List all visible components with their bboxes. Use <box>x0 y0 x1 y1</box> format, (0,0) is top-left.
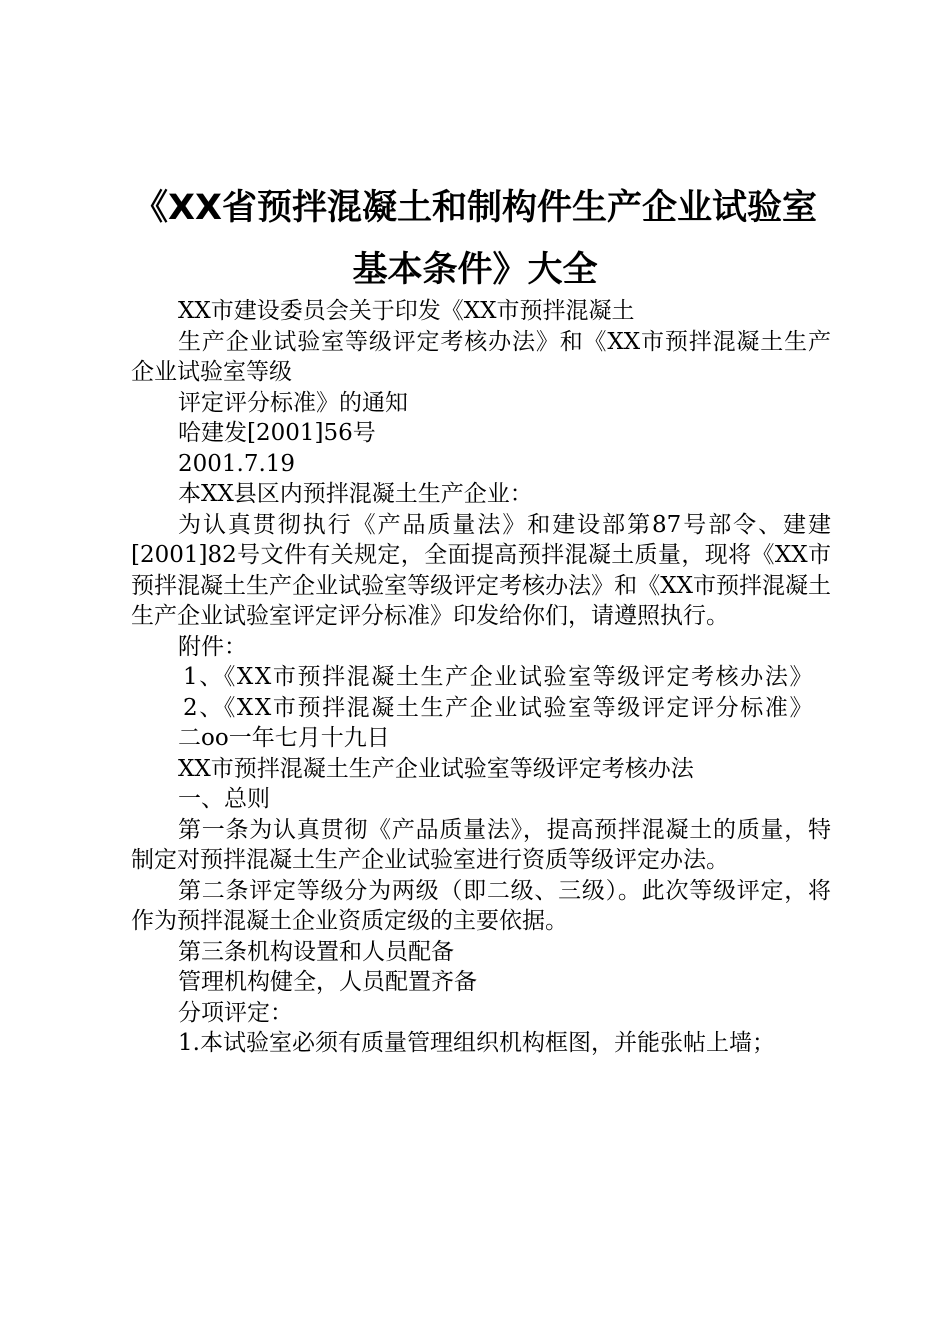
paragraph: 2001.7.19 <box>178 450 296 477</box>
paragraph: 1.本试验室必须有质量管理组织机构框图，并能张帖上墙； <box>178 1030 775 1056</box>
paragraph: 本XX县区内预拌混凝土生产企业： <box>178 481 533 507</box>
paragraph: 管理机构健全，人员配置齐备 <box>178 969 477 995</box>
paragraph: 哈建发[2001]56号 <box>178 420 376 446</box>
paragraph: 二oo一年七月十九日 <box>178 725 390 751</box>
paragraph: 生产企业试验室等级评定考核办法》和《XX市预拌混凝土生产企业试验室等级 <box>131 328 831 385</box>
paragraph: 分项评定： <box>178 999 293 1026</box>
document-title-line-2: 基本条件》大全 <box>352 250 598 290</box>
paragraph: 为认真贯彻执行《产品质量法》和建设部第87号部令、建建[2001]82号文件有关规定，全面提高预拌混凝土质量，现将《XX市预拌混凝土生产企业试验室等级评定考核办法》和《XX市预拌混凝土生产企业试验室评定评分标准》印发给你们，请遵照执行。 <box>131 511 831 629</box>
paragraph: XX市建设委员会关于印发《XX市预拌混凝土 <box>178 298 635 324</box>
paragraph: 第二条评定等级分为两级（即二级、三级）。此次等级评定，将作为预拌混凝土企业资质定级的主要依据。 <box>131 877 831 934</box>
paragraph: 第三条机构设置和人员配备 <box>178 938 454 965</box>
paragraph: 2、《XX市预拌混凝土生产企业试验室等级评定评分标准》 <box>183 694 815 721</box>
paragraph: 1、《XX市预拌混凝土生产企业试验室等级评定考核办法》 <box>183 664 815 690</box>
paragraph: 第一条为认真贯彻《产品质量法》，提高预拌混凝土的质量，特制定对预拌混凝土生产企业试验室进行资质等级评定办法。 <box>131 816 831 873</box>
paragraph: XX市预拌混凝土生产企业试验室等级评定考核办法 <box>178 755 694 782</box>
document-body <box>131 296 831 1059</box>
document-title-line-1: 《XX省预拌混凝土和制构件生产企业试验室 <box>133 188 817 228</box>
paragraph: 附件： <box>178 633 247 660</box>
paragraph: 一、总则 <box>178 786 270 812</box>
paragraph: 评定评分标准》的通知 <box>178 389 408 416</box>
